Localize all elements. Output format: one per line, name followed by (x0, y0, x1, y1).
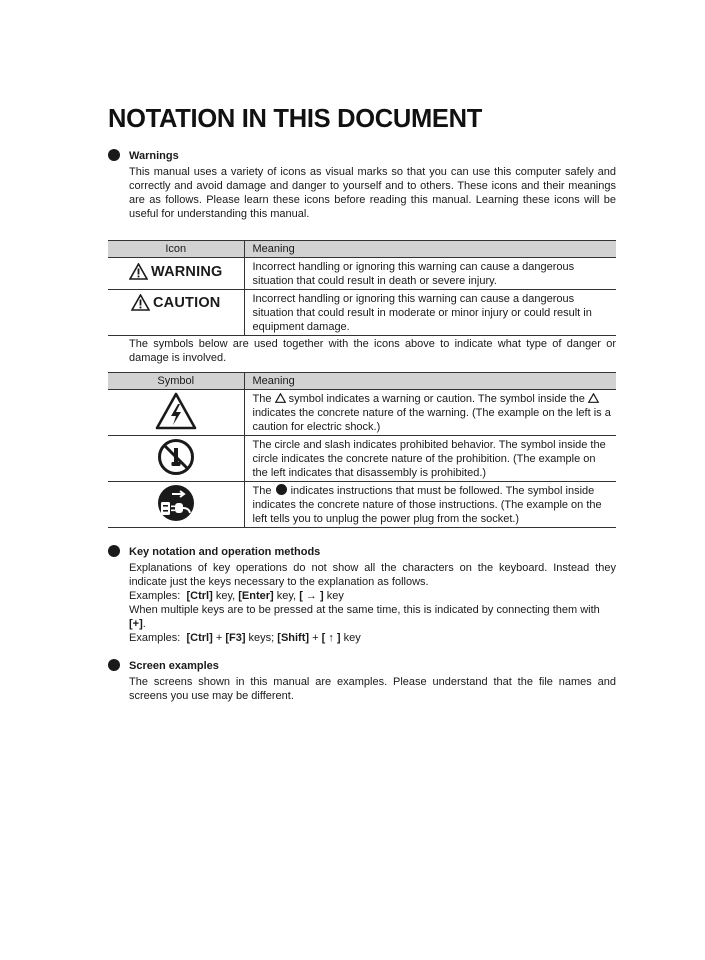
row1-text-c: indicates the concrete nature of the warning. (The example on the left is a caution for electric shock.) (252, 407, 611, 433)
symbol-table-header (108, 373, 616, 390)
warning-meaning: Incorrect handling or ignoring this warning can cause a dangerous situation that could result in death or severe injury. (244, 258, 616, 290)
keys-example-2 (129, 631, 616, 645)
key-separator: keys; (245, 632, 278, 644)
warnings-heading (108, 149, 179, 163)
multi-end: . (142, 618, 146, 630)
warning-triangle-icon (129, 263, 148, 280)
key-separator: key, (212, 590, 239, 602)
key-suffix: key (340, 632, 361, 644)
symbols-intro-text: The symbols below are used together with the icons above to indicate what type of danger or damage is involved. (129, 338, 616, 364)
unplug-power-icon (156, 483, 196, 523)
row3-text-a: The (252, 485, 275, 497)
icon-column-header: Icon (108, 241, 244, 258)
key-ctrl: [Ctrl] (186, 590, 213, 602)
symbol-table (108, 372, 616, 528)
keys-body-text: Explanations of key operations do not show all the characters on the keyboard. Instead they indicate just the keys necessary to the explanation as follows. (129, 562, 616, 588)
screens-heading (108, 659, 219, 673)
key-separator: + (212, 632, 226, 644)
keys-example-1 (129, 589, 616, 603)
electric-shock-meaning (244, 390, 616, 436)
icon-table-header (108, 241, 616, 258)
key-suffix: key (323, 590, 344, 602)
caution-triangle-icon (131, 294, 150, 311)
caution-meaning: Incorrect handling or ignoring this warning can cause a dangerous situation that could result in moderate or minor injury or could result in equipment damage. (244, 290, 616, 336)
row3-text-b: indicates instructions that must be followed. The symbol inside indicates the concrete nature of those instructions. (The example on the left tells you to unplug the power plug from the socket.) (252, 485, 602, 525)
electric-shock-warning-icon (155, 392, 197, 430)
caution-label: CAUTION (153, 294, 221, 311)
electric-shock-symbol-cell (108, 390, 244, 436)
examples-label: Examples: (129, 632, 181, 644)
table-row (108, 258, 616, 290)
triangle-inline-icon (588, 393, 599, 403)
key-separator: key, (273, 590, 300, 602)
keys-heading (108, 545, 320, 559)
keys-multi-text (129, 603, 616, 631)
symbol-column-header: Symbol (108, 373, 244, 390)
multi-description: When multiple keys are to be pressed at the same time, this is indicated by connecting them with (129, 604, 600, 616)
screens-body-text: The screens shown in this manual are examples. Please understand that the file names and screens you use may be different. (129, 676, 616, 702)
row1-text-a: The (252, 393, 275, 405)
warning-sign (129, 263, 222, 280)
triangle-inline-icon (275, 393, 286, 403)
caution-sign (131, 294, 220, 311)
table-row (108, 436, 616, 482)
icon-table (108, 240, 616, 336)
key-ctrl: [Ctrl] (186, 632, 213, 644)
key-up-arrow: [ ↑ ] (321, 632, 341, 644)
row1-text-b: symbol indicates a warning or caution. The symbol inside the (285, 393, 588, 405)
examples-label: Examples: (129, 590, 181, 602)
screens-body (129, 675, 616, 703)
symbols-intro (129, 337, 616, 365)
page-title: NOTATION IN THIS DOCUMENT (108, 105, 483, 133)
key-shift: [Shift] (277, 632, 310, 644)
key-separator: + (309, 632, 322, 644)
bullet-icon (108, 149, 120, 161)
table-row (108, 482, 616, 528)
symbol-meaning-column-header: Meaning (244, 373, 616, 390)
meaning-column-header: Meaning (244, 241, 616, 258)
warnings-body-text: This manual uses a variety of icons as visual marks so that you can use this computer safely and correctly and avoid damage and danger to yourself and to others. These icons and their meanings are as follows. Please learn these icons before reading this manual. Learning these icons will be useful for understanding this manual. (129, 166, 616, 220)
warnings-heading-text: Warnings (129, 150, 179, 162)
mandatory-symbol-cell (108, 482, 244, 528)
key-f3: [F3] (225, 632, 246, 644)
key-right-arrow: [ → ] (299, 590, 324, 602)
prohibition-meaning: The circle and slash indicates prohibited behavior. The symbol inside the circle indicates the concrete nature of the prohibition. (The example on the left indicates that disassembly is prohibited.) (244, 436, 616, 482)
no-disassembly-icon (156, 437, 196, 477)
warnings-body (129, 165, 616, 221)
bullet-icon (108, 659, 120, 671)
table-row (108, 290, 616, 336)
prohibition-symbol-cell (108, 436, 244, 482)
key-plus: [+] (129, 618, 143, 630)
screens-heading-text: Screen examples (129, 660, 219, 672)
keys-body (129, 561, 616, 645)
warning-icon-cell (108, 258, 244, 290)
key-enter: [Enter] (238, 590, 274, 602)
warning-label: WARNING (151, 263, 223, 280)
mandatory-meaning (244, 482, 616, 528)
bullet-icon (108, 545, 120, 557)
table-row (108, 390, 616, 436)
filled-circle-inline-icon (276, 484, 287, 495)
caution-icon-cell (108, 290, 244, 336)
keys-heading-text: Key notation and operation methods (129, 546, 321, 558)
